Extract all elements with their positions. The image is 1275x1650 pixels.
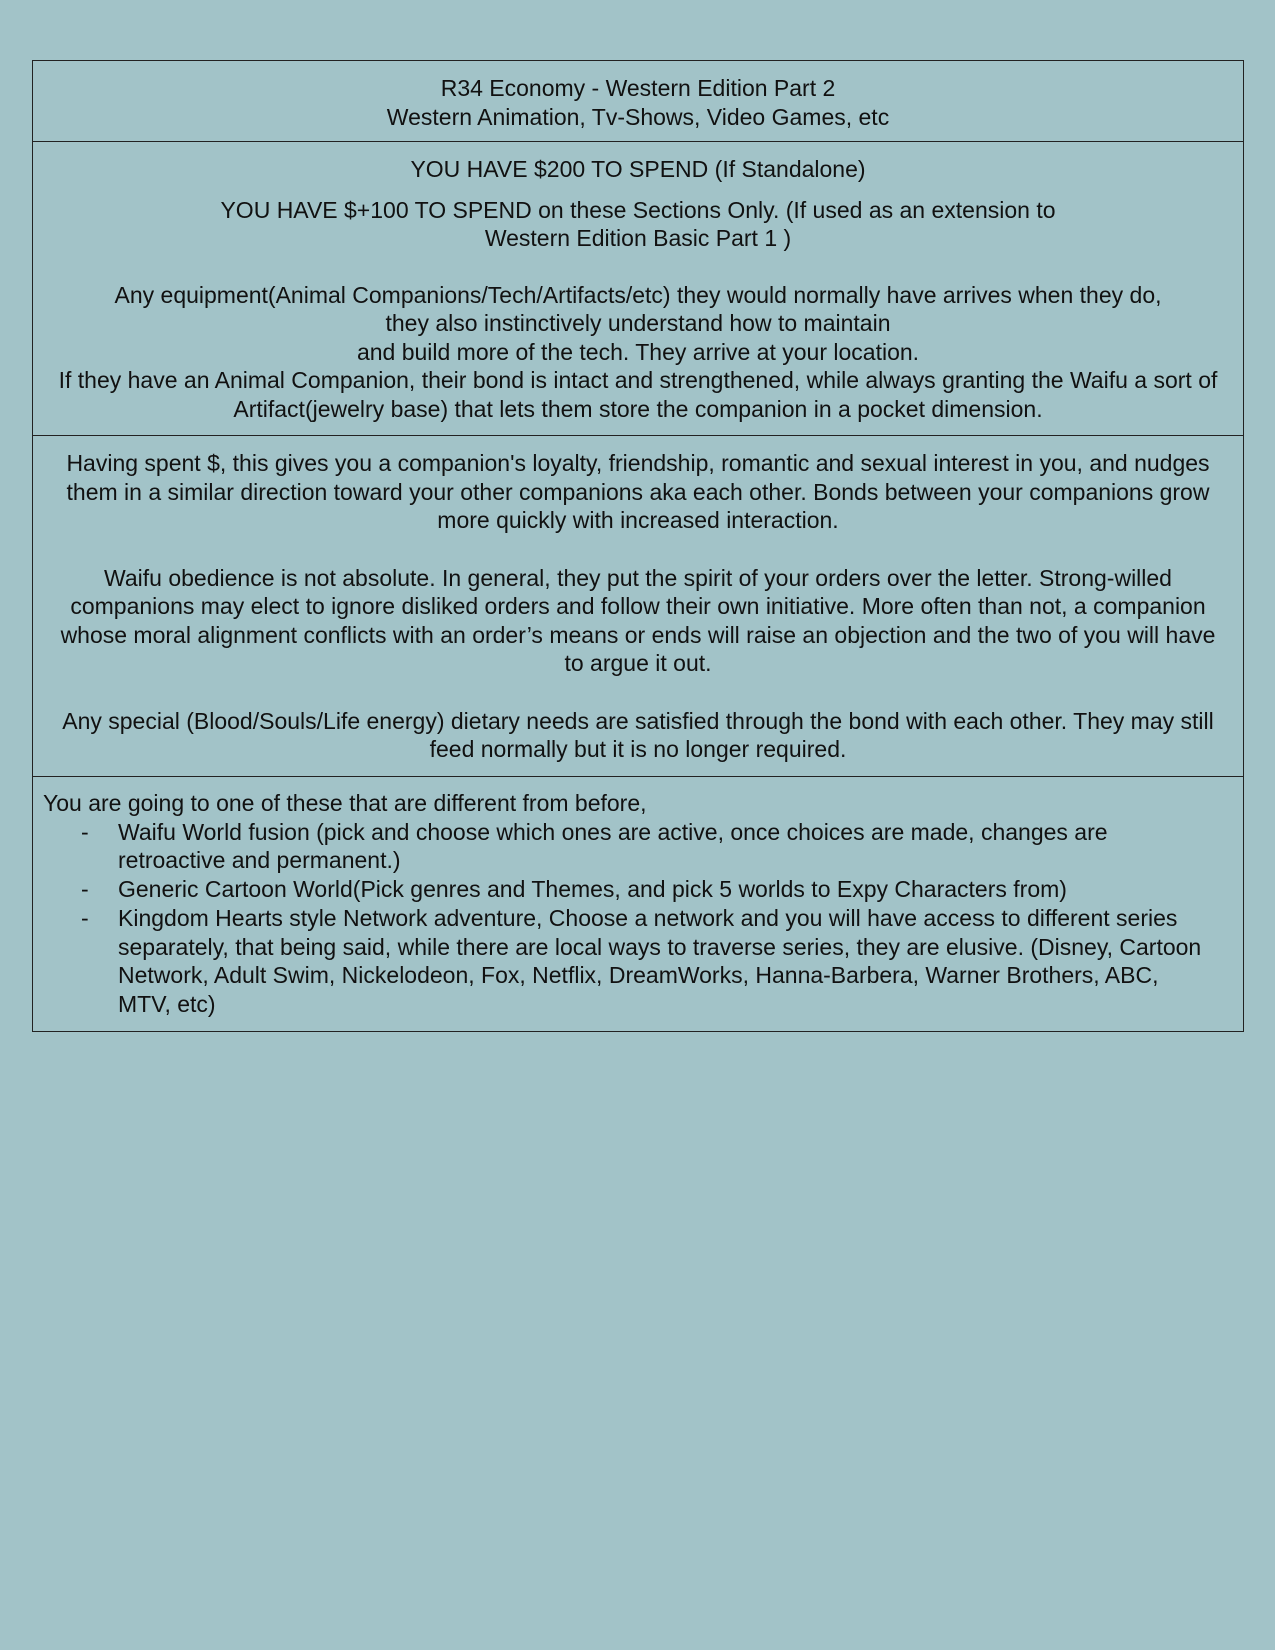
extension-budget-line: Western Edition Basic Part 1 ) xyxy=(484,225,792,251)
document-subtitle: Western Animation, Tv-Shows, Video Games, etc xyxy=(386,104,890,130)
equipment-line: Any equipment(Animal Companions/Tech/Artifacts/etc) they would normally have arrives when they do, xyxy=(114,281,1162,308)
list-item xyxy=(43,875,1233,904)
animal-companion-note: If they have an Animal Companion, their bond is intact and strengthened, while always granting the Waifu a sort of Artifact(jewelry base) that lets them store the companion in a pocket dimension. xyxy=(58,367,1218,422)
loyalty-paragraph: Having spent $, this gives you a companion's loyalty, friendship, romantic and sexual interest in you, and nudges them in a similar direction toward your other companions aka each other. Bonds between your companions grow more quickly with increased interaction. xyxy=(66,450,1210,533)
world-option-text: Waifu World fusion (pick and choose which ones are active, once choices are made, changes are retroactive and permanent.) xyxy=(118,818,1108,874)
world-intro: You are going to one of these that are different from before, xyxy=(43,790,647,816)
world-option-text: Kingdom Hearts style Network adventure, Choose a network and you will have access to different series separately, that being said, while there are local ways to traverse series, they are elusive. (Disney, Cartoon Network, Adult Swim, Nickelodeon, Fox, Netflix, DreamWorks, Hanna-Barbera, Warner Brothers, ABC, MTV, etc) xyxy=(118,904,1202,1017)
world-option-text: Generic Cartoon World(Pick genres and Themes, and pick 5 worlds to Expy Characters from) xyxy=(118,876,1067,903)
document-table xyxy=(32,60,1244,1032)
loyalty-cell xyxy=(33,436,1243,777)
world-list xyxy=(43,818,1233,1019)
dietary-paragraph: Any special (Blood/Souls/Life energy) dietary needs are satisfied through the bond with each other. They may still feed normally but it is no longer required. xyxy=(62,707,1214,762)
obedience-paragraph: Waifu obedience is not absolute. In general, they put the spirit of your orders over the letter. Strong-willed companions may elect to ignore disliked orders and follow their own initiative. More often than not, a companion whose moral alignment conflicts with an order’s means or ends will raise an objection and the two of you will have to argue it out. xyxy=(60,564,1216,676)
spend-cell xyxy=(33,142,1243,436)
extension-budget-line: YOU HAVE $+100 TO SPEND on these Sections Only. (If used as an extension to xyxy=(220,196,1056,223)
title-cell xyxy=(33,61,1243,142)
world-cell xyxy=(33,777,1243,1031)
dash-bullet: - xyxy=(81,904,89,931)
equipment-line: they also instinctively understand how to maintain xyxy=(385,310,891,336)
extension-budget xyxy=(33,196,1243,253)
list-item xyxy=(43,904,1233,1019)
dash-bullet: - xyxy=(81,818,89,845)
dash-bullet: - xyxy=(81,876,89,903)
equipment-note xyxy=(33,281,1243,367)
document-title: R34 Economy - Western Edition Part 2 xyxy=(440,75,836,101)
list-item xyxy=(43,818,1233,875)
equipment-line: and build more of the tech. They arrive at your location. xyxy=(356,338,920,365)
standalone-budget: YOU HAVE $200 TO SPEND (If Standalone) xyxy=(410,156,866,182)
